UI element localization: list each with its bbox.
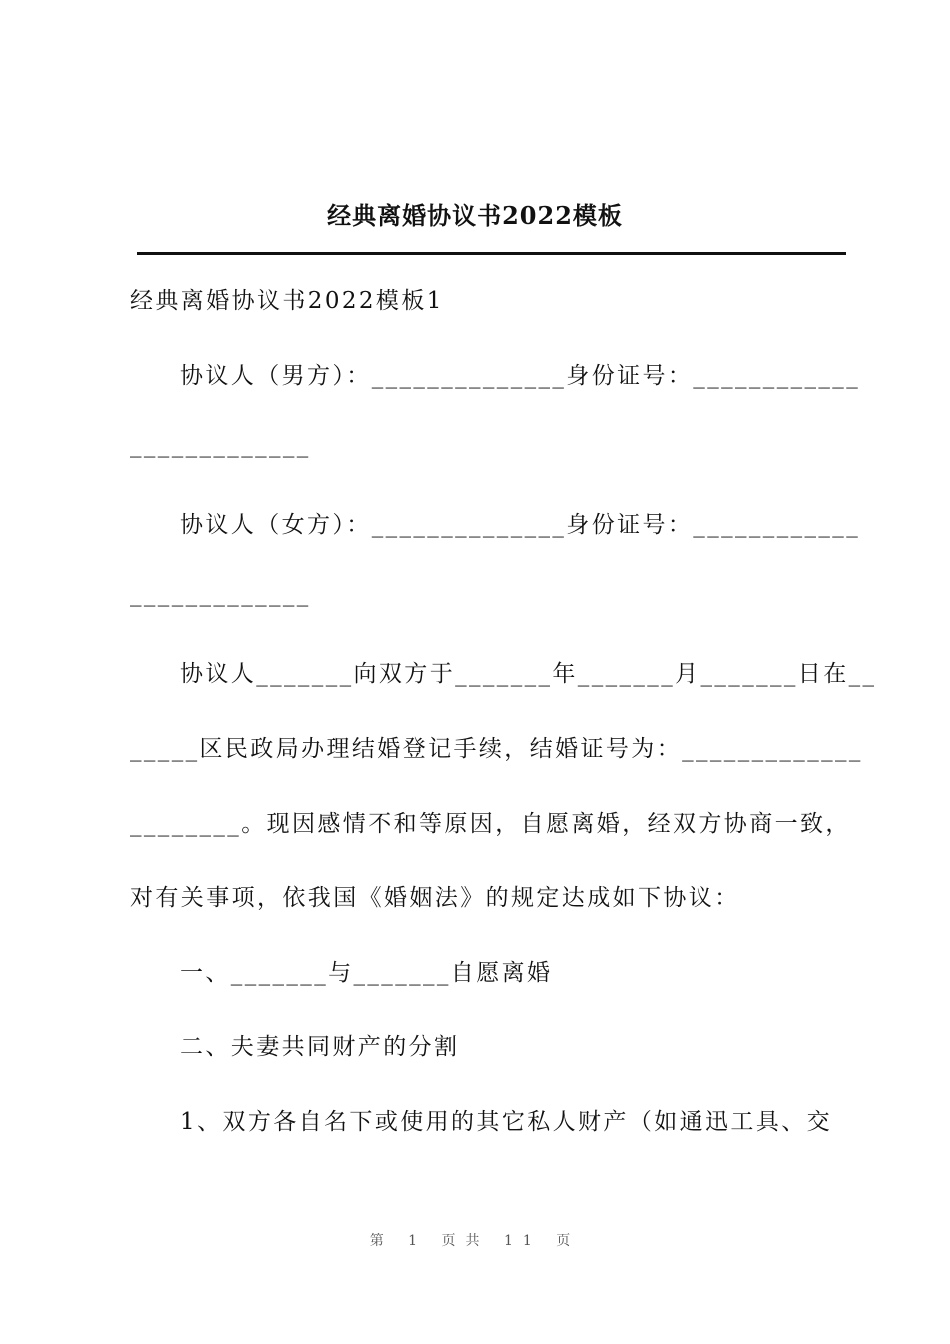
page-footer: 第 1 页共 11 页 [369, 1233, 581, 1249]
paragraph-line: 1、双方各自名下或使用的其它私人财产（如通迅工具、交 [180, 1109, 833, 1135]
paragraph-line: 协议人_______向双方于_______年_______月_______日在__ [180, 661, 877, 687]
document-title: 经典离婚协议书2022模板 [327, 201, 623, 230]
paragraph-line: _____________ [130, 581, 311, 607]
paragraph-line: _____________ [130, 432, 311, 458]
paragraph-line: 对有关事项，依我国《婚姻法》的规定达成如下协议： [130, 885, 740, 911]
section-heading: 经典离婚协议书2022模板1 [130, 288, 444, 314]
paragraph-line: 一、_______与_______自愿离婚 [180, 960, 553, 986]
paragraph-line: _____区民政局办理结婚登记手续，结婚证号为：_____________ [130, 736, 863, 762]
paragraph-line: 协议人（男方）：______________身份证号：____________ [180, 363, 861, 389]
title-divider [137, 252, 846, 255]
paragraph-line: 协议人（女方）：______________身份证号：____________ [180, 512, 861, 538]
paragraph-line: ________。现因感情不和等原因，自愿离婚，经双方协商一致， [130, 811, 851, 837]
paragraph-line: 二、夫妻共同财产的分割 [180, 1034, 460, 1060]
